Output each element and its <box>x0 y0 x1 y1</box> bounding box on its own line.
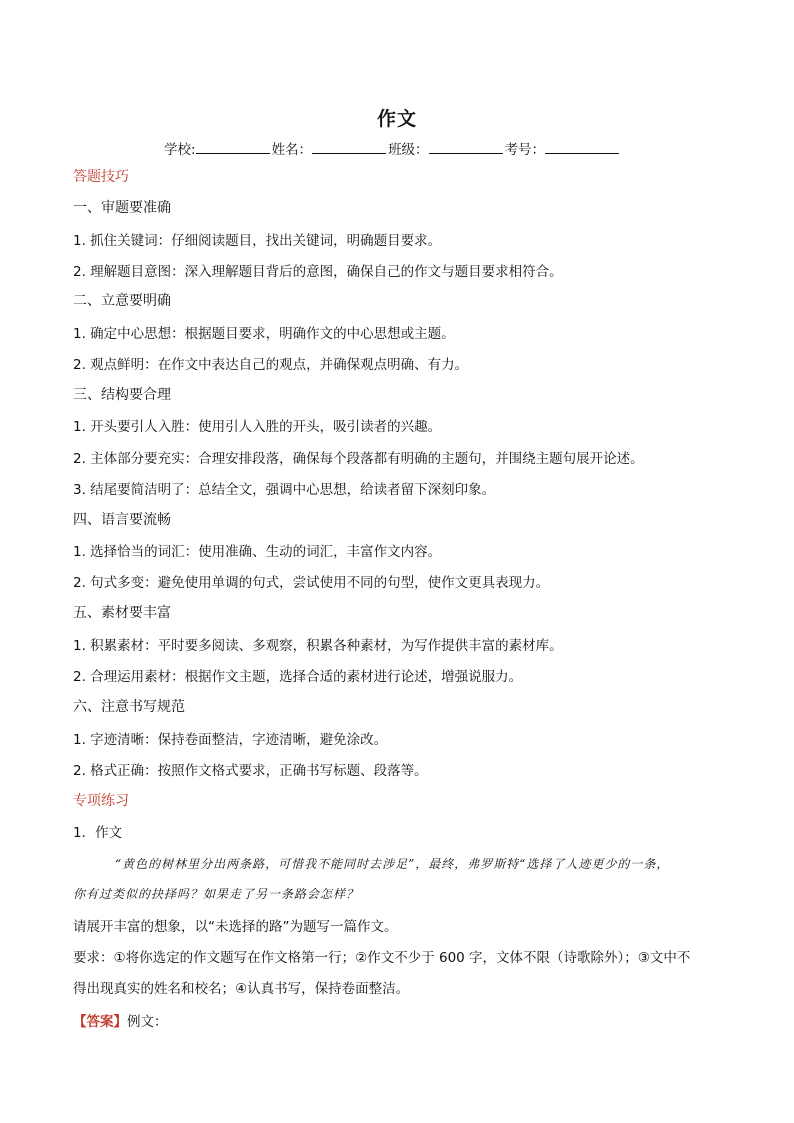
list-item: 2. 主体部分要充实：合理安排段落，确保每个段落都有明确的主题句，并围绕主题句展开论述。 <box>73 451 644 467</box>
section-heading: 四、语言要流畅 <box>73 512 171 528</box>
list-item: 2. 句式多变：避免使用单调的句式，尝试使用不同的句型，使作文更具表现力。 <box>73 575 550 591</box>
question-requirements: 要求：①将你选定的作文题写在作文格第一行；②作文不少于 600 字，文体不限（诗歌除外）；③文中不 <box>73 950 691 966</box>
list-item: 2. 格式正确：按照作文格式要求，正确书写标题、段落等。 <box>73 763 428 779</box>
section-heading: 三、结构要合理 <box>73 387 171 403</box>
practice-heading: 专项练习 <box>73 793 129 809</box>
name-label: 姓名： <box>271 142 313 158</box>
name-blank[interactable] <box>312 139 386 154</box>
exam-number-label: 考号： <box>504 142 546 158</box>
section-heading: 六、注意书写规范 <box>73 699 185 715</box>
list-item: 2. 合理运用素材：根据作文主题，选择合适的素材进行论述，增强说服力。 <box>73 669 523 685</box>
list-item: 2. 观点鲜明：在作文中表达自己的观点，并确保观点明确、有力。 <box>73 357 469 373</box>
section-heading: 二、立意要明确 <box>73 293 171 309</box>
tips-heading: 答题技巧 <box>73 169 129 185</box>
list-item: 3. 结尾要简洁明了：总结全文，强调中心思想，给读者留下深刻印象。 <box>73 482 496 498</box>
list-item: 1. 开头要引人入胜：使用引人入胜的开头，吸引读者的兴趣。 <box>73 419 442 435</box>
exam-number-blank[interactable] <box>545 139 619 154</box>
school-blank[interactable] <box>196 139 270 154</box>
section-heading: 五、素材要丰富 <box>73 605 171 621</box>
question-quote-line: “黄色的树林里分出两条路，可惜我不能同时去涉足”，最终，弗罗斯特“选择了人迹更少的一条， <box>115 857 670 871</box>
question-quote-line: 你有过类似的抉择吗？如果走了另一条路会怎样？ <box>73 887 360 901</box>
section-heading: 一、审题要准确 <box>73 200 171 216</box>
school-label: 学校: <box>164 142 196 158</box>
list-item: 1. 字迹清晰：保持卷面整洁，字迹清晰，避免涂改。 <box>73 732 388 748</box>
answer-text: 例文： <box>127 1014 168 1030</box>
class-label: 班级： <box>388 142 429 158</box>
question-requirements: 得出现真实的姓名和校名；④认真书写，保持卷面整洁。 <box>73 981 410 997</box>
list-item: 1. 确定中心思想：根据题目要求，明确作文的中心思想或主题。 <box>73 326 455 342</box>
list-item: 2. 理解题目意图：深入理解题目背后的意图，确保自己的作文与题目要求相符合。 <box>73 264 563 280</box>
list-item: 1. 积累素材：平时要多阅读、多观察，积累各种素材，为写作提供丰富的素材库。 <box>73 638 563 654</box>
answer-line <box>73 1010 168 1030</box>
question-prompt: 请展开丰富的想象，以“未选择的路”为题写一篇作文。 <box>73 919 398 935</box>
list-item: 1. 抓住关键词：仔细阅读题目，找出关键词，明确题目要求。 <box>73 233 442 249</box>
question-number: 1．作文 <box>73 825 123 841</box>
student-info-row <box>164 138 621 158</box>
page-title: 作文 <box>376 108 417 130</box>
list-item: 1. 选择恰当的词汇：使用准确、生动的词汇，丰富作文内容。 <box>73 544 442 560</box>
answer-tag: 【答案】 <box>73 1014 127 1030</box>
class-blank[interactable] <box>429 139 503 154</box>
